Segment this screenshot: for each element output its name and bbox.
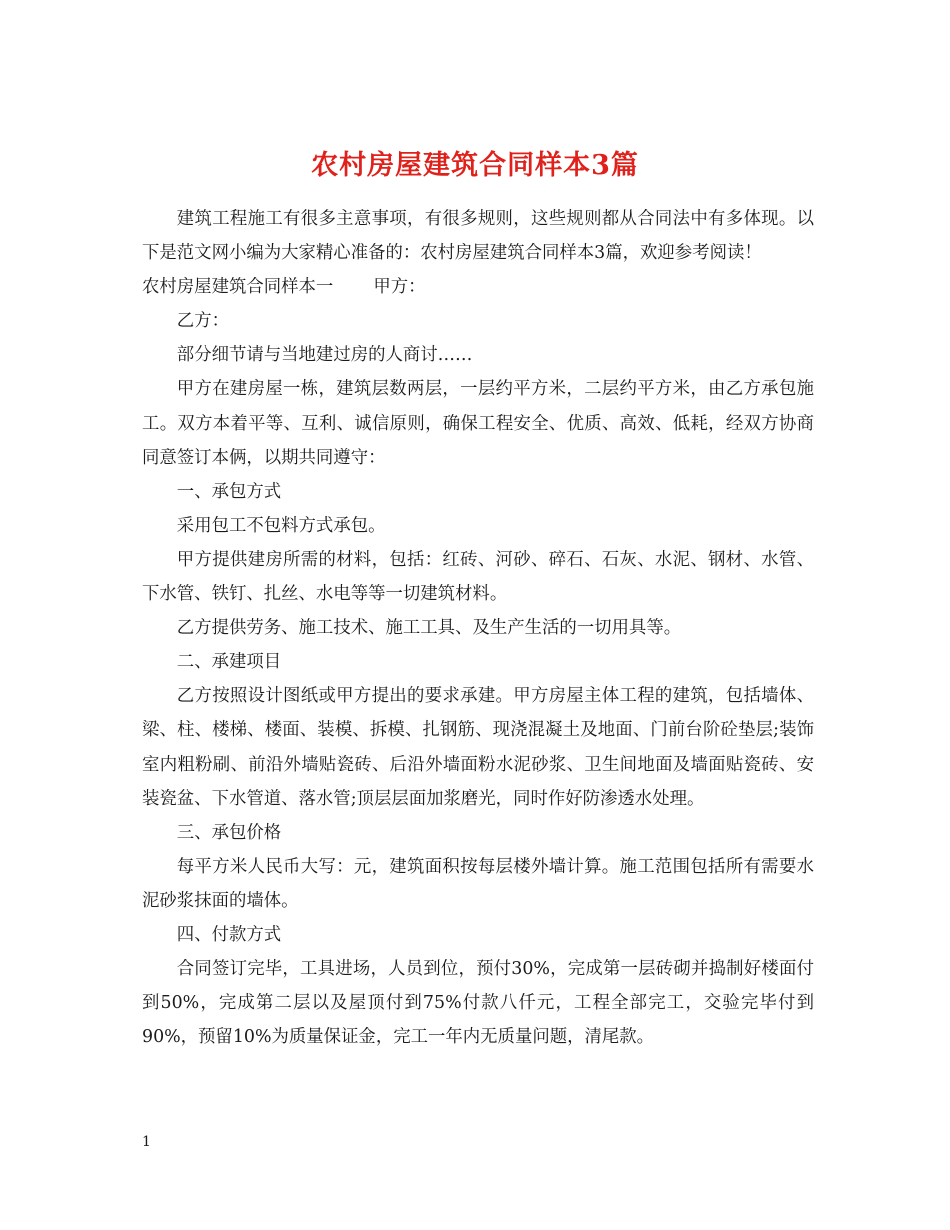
preamble-paragraph: 甲方在建房屋一栋，建筑层数两层，一层约平方米，二层约平方米，由乙方承包施工。双方本着平等、互利、诚信原则，确保工程安全、优质、高效、低耗，经双方协商同意签订本俩，以期共同遵守： — [142, 379, 814, 468]
document-body — [142, 202, 814, 1054]
intro-paragraph: 建筑工程施工有很多主意事项，有很多规则，这些规则都从合同法中有多体现。以下是范文网小编为大家精心准备的：农村房屋建筑合同样本3篇，欢迎参考阅读！ — [142, 209, 814, 264]
sample-heading-line — [142, 270, 814, 304]
section-1-paragraph-3: 乙方提供劳务、施工技术、施工工具、及生产生活的一切用具等。 — [176, 618, 682, 639]
sample-heading: 农村房屋建筑合同样本一 — [142, 277, 334, 298]
section-2-heading: 二、承建项目 — [176, 652, 282, 673]
party-a-label: 甲方： — [373, 277, 426, 298]
section-4-heading: 四、付款方式 — [176, 924, 282, 945]
section-3-paragraph-1: 每平方米人民币大写：元，建筑面积按每层楼外墙计算。施工范围包括所有需要水泥砂浆抹面的墙体。 — [142, 856, 814, 911]
page-number: 1 — [142, 1134, 151, 1150]
note-paragraph: 部分细节请与当地建过房的人商讨…… — [176, 345, 473, 366]
section-1-paragraph-1: 采用包工不包料方式承包。 — [176, 515, 386, 536]
section-2-paragraph-1: 乙方按照设计图纸或甲方提出的要求承建。甲方房屋主体工程的建筑，包括墙体、梁、柱、楼梯、楼面、装模、拆模、扎钢筋、现浇混凝土及地面、门前台阶砼垫层;装饰室内粗粉刷、前沿外墙贴瓷砖、后沿外墙面粉水泥砂浆、卫生间地面及墙面贴瓷砖、安装瓷盆、下水管道、落水管;顶层层面加浆磨光，同时作好防渗透水处理。 — [142, 686, 814, 809]
section-1-heading: 一、承包方式 — [176, 481, 282, 502]
section-1-paragraph-2: 甲方提供建房所需的材料，包括：红砖、河砂、碎石、石灰、水泥、钢材、水管、下水管、铁钉、扎丝、水电等等一切建筑材料。 — [142, 549, 814, 605]
document-title: 农村房屋建筑合同样本3篇 — [311, 150, 639, 182]
section-3-heading: 三、承包价格 — [176, 822, 282, 843]
section-4-paragraph-1: 合同签订完毕，工具进场，人员到位，预付30%，完成第一层砖砌并捣制好楼面付到50%，完成第二层以及屋顶付到75%付款八仟元，工程全部完工，交验完毕付到90%，预留10%为质量保证金，完工一年内无质量问题，清尾款。 — [142, 959, 814, 1048]
party-b-label: 乙方： — [176, 311, 229, 332]
